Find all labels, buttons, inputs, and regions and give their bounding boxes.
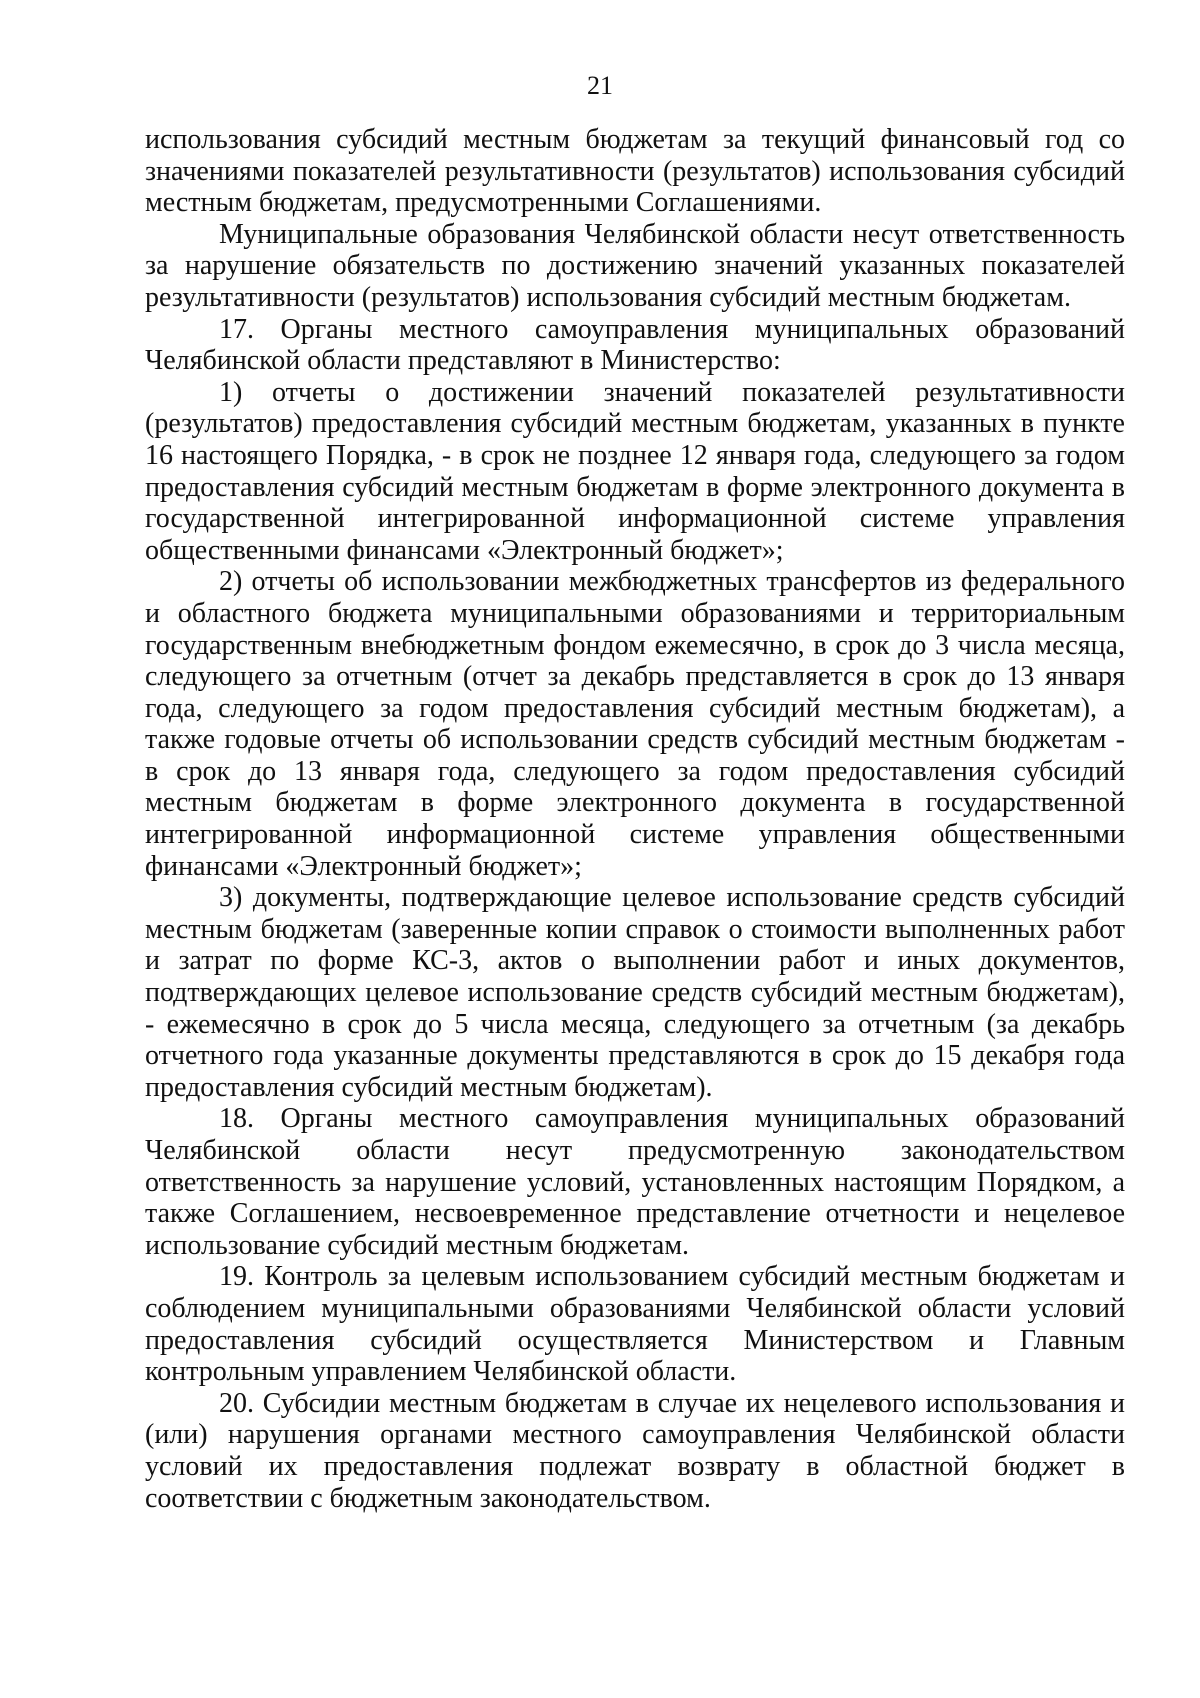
- paragraph-item-17: 17. Органы местного самоуправления муниципальных образований Челябинской области представляют в Министерство:: [145, 313, 1125, 377]
- paragraph-subitem-2: 2) отчеты об использовании межбюджетных трансфертов из федерального и областного бюджета муниципальными образованиями и территориальным государственным внебюджетным фондом ежемесячно, в срок до 3 числа месяца, следующего за отчетным (отчет за декабрь представляется в срок до 13 января года, следующего за годом предоставления субсидий местным бюджетам), а также годовые отчеты об использовании средств субсидий местным бюджетам - в срок до 13 января года, следующего за годом предоставления субсидий местным бюджетам в форме электронного документа в государственной интегрированной информационной системе управления общественными финансами «Электронный бюджет»;: [145, 566, 1125, 882]
- paragraph-subitem-3: 3) документы, подтверждающие целевое использование средств субсидий местным бюджетам (заверенные копии справок о стоимости выполненных работ и затрат по форме КС-3, актов о выполнении работ и иных документов, подтверждающих целевое использование средств субсидий местным бюджетам), - ежемесячно в срок до 5 числа месяца, следующего за отчетным (за декабрь отчетного года указанные документы представляются в срок до 15 декабря года предоставления субсидий местным бюджетам).: [145, 882, 1125, 1103]
- paragraph-responsibility: Муниципальные образования Челябинской области несут ответственность за нарушение обязательств по достижению значений указанных показателей результативности (результатов) использования субсидий местным бюджетам.: [145, 218, 1125, 313]
- paragraph-item-20: 20. Субсидии местным бюджетам в случае их нецелевого использования и (или) нарушения органами местного самоуправления Челябинской области условий их предоставления подлежат возврату в областной бюджет в соответствии с бюджетным законодательством.: [145, 1387, 1125, 1514]
- paragraph-item-18: 18. Органы местного самоуправления муниципальных образований Челябинской области несут предусмотренную законодательством ответственность за нарушение условий, установленных настоящим Порядком, а также Соглашением, несвоевременное представление отчетности и нецелевое использование субсидий местным бюджетам.: [145, 1103, 1125, 1261]
- paragraph-subitem-1: 1) отчеты о достижении значений показателей результативности (результатов) предоставления субсидий местным бюджетам, указанных в пункте 16 настоящего Порядка, - в срок не позднее 12 января года, следующего за годом предоставления субсидий местным бюджетам в форме электронного документа в государственной интегрированной информационной системе управления общественными финансами «Электронный бюджет»;: [145, 376, 1125, 566]
- paragraph-continuation: использования субсидий местным бюджетам за текущий финансовый год со значениями показателей результативности (результатов) использования субсидий местным бюджетам, предусмотренными Соглашениями.: [145, 124, 1125, 219]
- page-number: 21: [587, 71, 613, 100]
- paragraph-item-19: 19. Контроль за целевым использованием субсидий местным бюджетам и соблюдением муниципальными образованиями Челябинской области условий предоставления субсидий осуществляется Министерством и Главным контрольным управлением Челябинской области.: [145, 1261, 1125, 1388]
- document-body: [145, 124, 1125, 1514]
